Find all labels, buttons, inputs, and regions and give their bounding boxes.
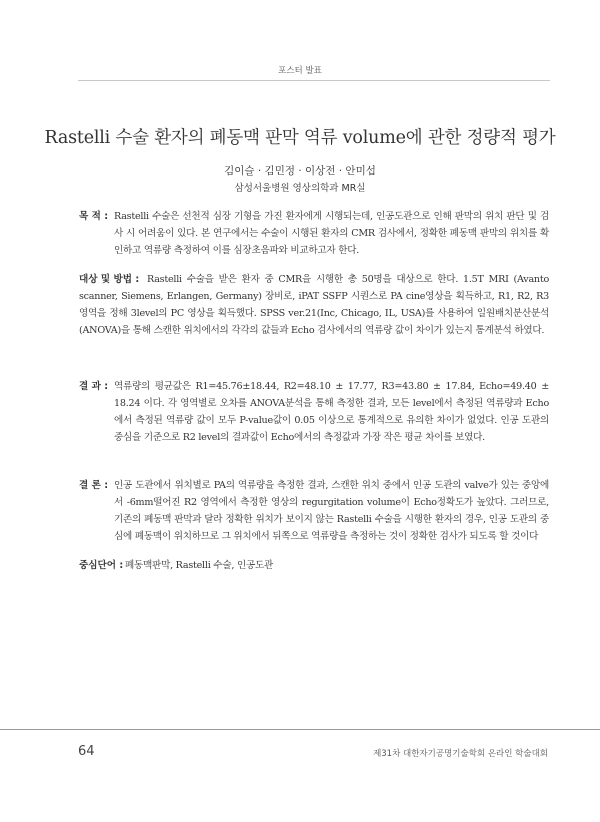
section-label-purpose: 목 적 : <box>79 211 109 222</box>
footer-divider <box>0 729 600 730</box>
affiliation: 삼성서울병원 영상의학과 MR실 <box>234 183 366 194</box>
section-purpose <box>79 208 549 259</box>
section-methods <box>79 271 549 339</box>
section-text-methods: Rastelli 수술을 받은 환자 중 CMR을 시행한 총 50명을 대상으로 한다. 1.5T MRI (Avanto scanner, Siemens, Erlangen, Germany) 장비로, iPAT SSFP 시퀀스로 PA cine영상을 획득하고, R1, R2, R3영역을 정해 3level의 PC 영상을 획득했다. SPSS ver.21(Inc, Chicago, IL, USA)를 사용하여 일원배치분산분석(ANOVA)을 통해 스캔한 위치에서의 각각의 값들과 Echo 검사에서의 역류량 값이 차이가 있는지 통계분석 하였다. <box>79 274 549 336</box>
section-label-results: 결 과 : <box>79 381 109 392</box>
section-text-purpose: Rastelli 수술은 선천적 심장 기형을 가진 환자에게 시행되는데, 인공도관으로 인해 판막의 위치 판단 및 검사 시 어려움이 있다. 본 연구에서는 수술이 시행된 환자의 CMR 검사에서, 정확한 폐동맥 판막의 위치를 확인하고 역류량 측정하여 이를 심장초음파와 비교하고자 한다. <box>114 211 549 256</box>
section-conclusion <box>79 477 549 545</box>
author-list: 김이슬 · 김민정 · 이상전 · 안미섭 <box>224 165 376 177</box>
section-text-conclusion: 인공 도관에서 위치별로 PA의 역류량을 측정한 결과, 스캔한 위치 중에서 인공 도관의 valve가 있는 중앙에서 -6mm떨어진 R2 영역에서 측정한 영상의 regurgitation volume이 Echo정확도가 높았다. 그러므로, 기존의 폐동맥 판막과 달라 정확한 위치가 보이지 않는 Rastelli 수술을 시행한 환자의 경우, 인공 도관의 중심에 폐동맥이 위치하므로 그 위치에서 뒤쪽으로 역류량을 측정하는 것이 정확한 검사가 되도록 할 것이다 <box>114 480 549 542</box>
section-label-methods: 대상 및 방법 : <box>79 274 140 285</box>
page-title: Rastelli 수술 환자의 폐동맥 판막 역류 volume에 관한 정량적 평가 <box>44 128 556 148</box>
section-text-keywords: 폐동맥판막, Rastelli 수술, 인공도관 <box>125 560 274 571</box>
header-divider <box>78 80 550 81</box>
section-label-conclusion: 결 론 : <box>79 480 109 491</box>
section-label-keywords: 중심단어 : <box>79 560 124 571</box>
section-keywords <box>79 557 549 574</box>
section-results <box>79 378 549 446</box>
running-header: 포스터 발표 <box>278 66 322 76</box>
footer-conference: 제31차 대한자기공명기술학회 온라인 학술대회 <box>373 749 548 759</box>
page-number: 64 <box>78 744 95 759</box>
section-text-results: 역류량의 평균값은 R1=45.76±18.44, R2=48.10 ± 17.77, R3=43.80 ± 17.84, Echo=49.40 ± 18.24 이다. 각 영역별로 오차를 ANOVA분석을 통해 측정한 결과, 모든 level에서 측정된 역류량과 Echo에서 측정된 역류량 값이 모두 P-value값이 0.05 이상으로 통계적으로 유의한 차이가 없었다. 인공 도관의 중심을 기준으로 R2 level의 결과값이 Echo에서의 측정값과 가장 작은 평균 차이를 보였다. <box>114 381 549 443</box>
